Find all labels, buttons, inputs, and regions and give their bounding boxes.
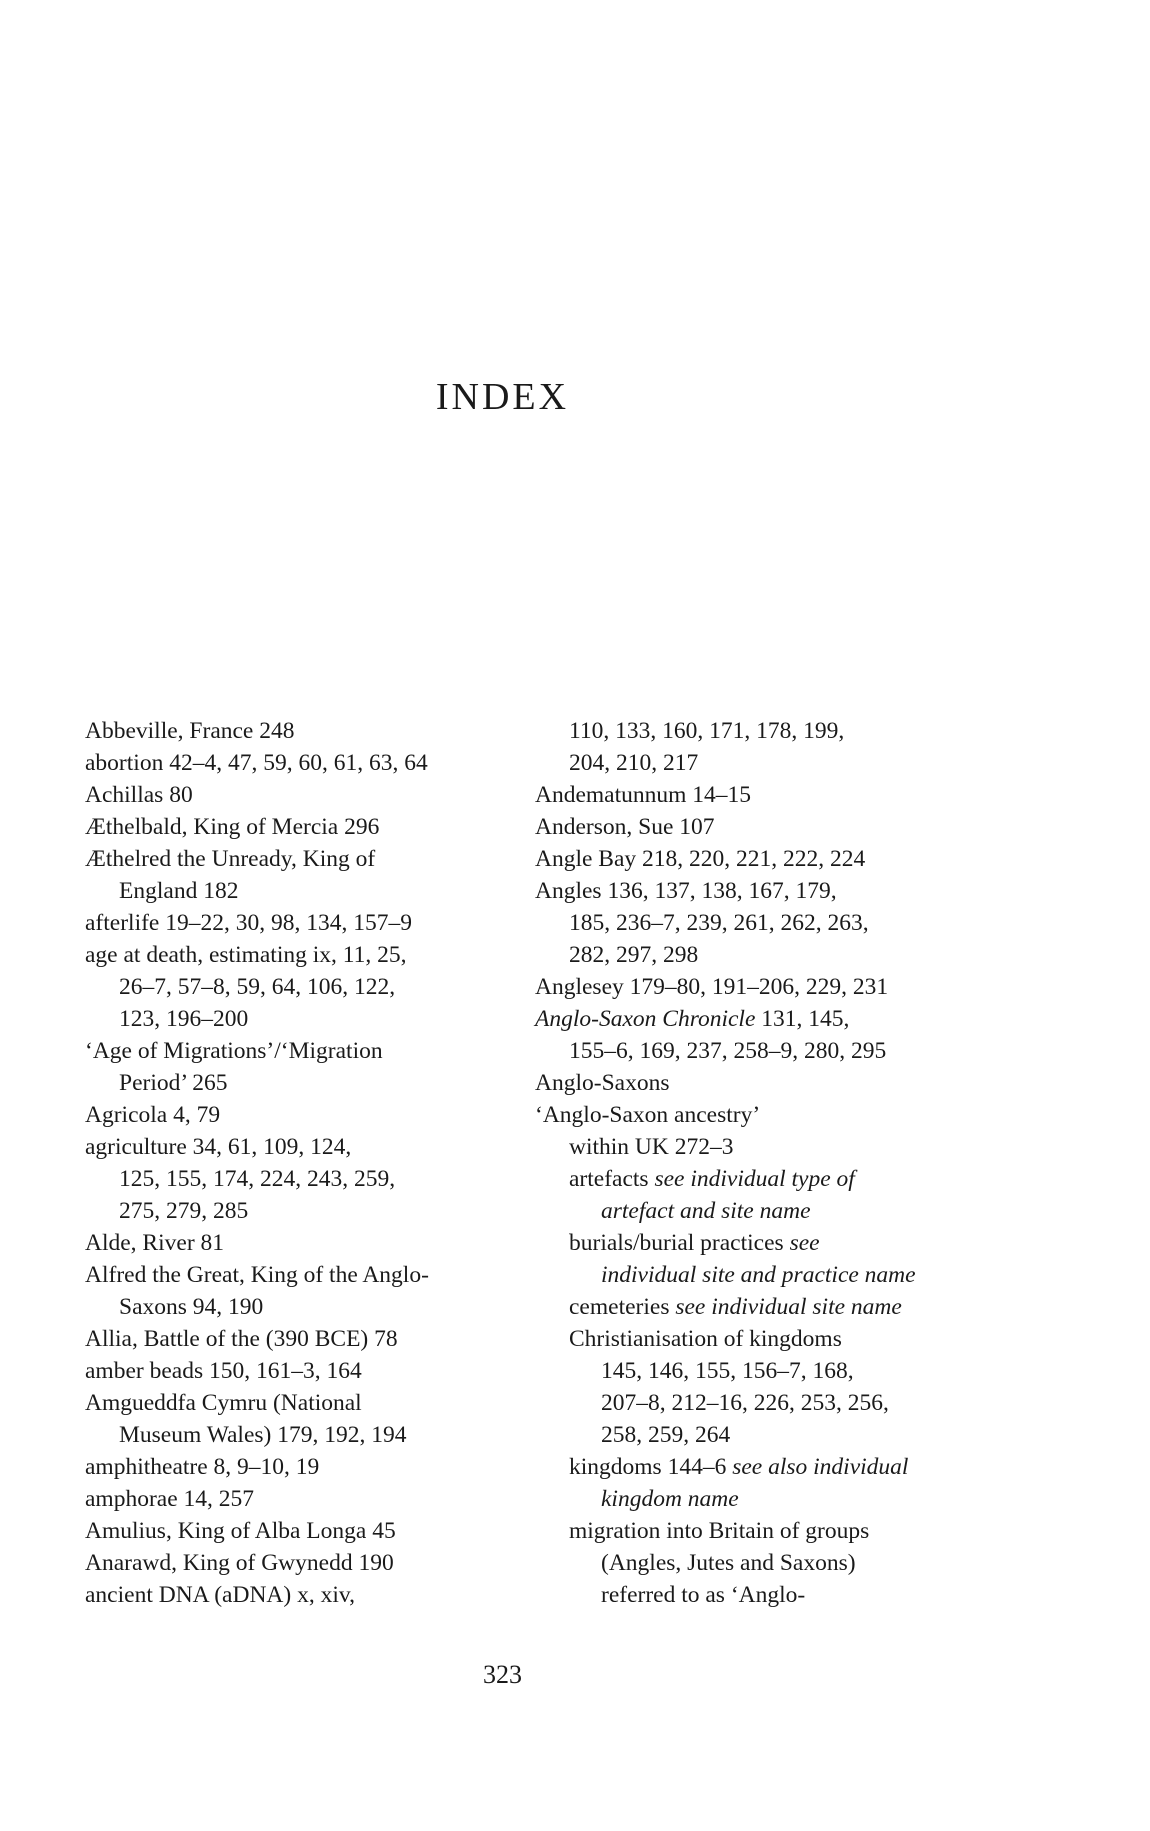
index-entry-text: artefact and site name (601, 1198, 811, 1224)
index-entry (535, 1227, 965, 1259)
index-entry (535, 747, 965, 779)
index-entry-text: afterlife 19–22, 30, 98, 134, 157–9 (85, 910, 412, 936)
index-entry-text: (Angles, Jutes and Saxons) (601, 1550, 856, 1576)
index-entry-text: Agricola 4, 79 (85, 1102, 221, 1128)
index-entry (85, 907, 505, 939)
index-entry (535, 1515, 965, 1547)
index-entry-text: referred to as ‘Anglo- (601, 1582, 806, 1608)
index-entry (85, 1451, 505, 1483)
index-entry (85, 1419, 505, 1451)
index-column-right (535, 715, 965, 1611)
index-entry (535, 1579, 965, 1611)
index-entry (535, 971, 965, 1003)
index-entry-text: 207–8, 212–16, 226, 253, 256, (601, 1390, 889, 1416)
index-entry-text: 110, 133, 160, 171, 178, 199, (569, 718, 845, 744)
index-entry (85, 811, 505, 843)
index-entry (535, 1163, 965, 1195)
index-entry (85, 747, 505, 779)
index-entry-text: 258, 259, 264 (601, 1422, 731, 1448)
index-entry (85, 1163, 505, 1195)
index-entry-text: kingdoms 144–6 (569, 1454, 733, 1480)
index-entry-text: Christianisation of kingdoms (569, 1326, 842, 1352)
index-entry (85, 1259, 505, 1291)
index-entry (535, 939, 965, 971)
index-entry (535, 1067, 965, 1099)
index-entry (535, 1291, 965, 1323)
index-entry (85, 1195, 505, 1227)
index-entry-text: artefacts (569, 1166, 655, 1192)
index-entry-text: age at death, estimating ix, 11, 25, (85, 942, 407, 968)
index-entry (535, 907, 965, 939)
index-entry (85, 1547, 505, 1579)
index-entry (85, 1067, 505, 1099)
index-entry-text: 155–6, 169, 237, 258–9, 280, 295 (569, 1038, 887, 1064)
index-entry (85, 1099, 505, 1131)
index-entry-text: abortion 42–4, 47, 59, 60, 61, 63, 64 (85, 750, 428, 776)
index-entry-suffix: see individual type of (654, 1166, 855, 1192)
index-entry (535, 1195, 965, 1227)
index-entry-text: Anglo-Saxon Chronicle (535, 1006, 756, 1032)
index-entry (535, 1003, 965, 1035)
index-entry-text: Anderson, Sue 107 (535, 814, 715, 840)
index-entry-suffix: see (789, 1230, 820, 1256)
index-entry (535, 1131, 965, 1163)
index-entry (85, 843, 505, 875)
index-entry (535, 715, 965, 747)
index-entry-text: ‘Age of Migrations’/‘Migration (85, 1038, 383, 1064)
page-number: 323 (483, 1660, 522, 1689)
index-entry-text: Amgueddfa Cymru (National (85, 1390, 362, 1416)
index-entry-text: ancient DNA (aDNA) x, xiv, (85, 1582, 355, 1608)
index-column-left (85, 715, 505, 1611)
index-entry-text: Period’ 265 (119, 1070, 228, 1096)
index-entry-text: Anglo-Saxons (535, 1070, 670, 1096)
index-entry (535, 1323, 965, 1355)
index-entry (85, 1515, 505, 1547)
index-entry-suffix: 131, 145, (755, 1006, 850, 1032)
index-entry-text: Æthelbald, King of Mercia 296 (85, 814, 380, 840)
index-entry-text: amphitheatre 8, 9–10, 19 (85, 1454, 320, 1480)
index-entry-text: Allia, Battle of the (390 BCE) 78 (85, 1326, 398, 1352)
index-entry (535, 1035, 965, 1067)
index-entry-text: 26–7, 57–8, 59, 64, 106, 122, (119, 974, 396, 1000)
index-entry-text: Abbeville, France 248 (85, 718, 295, 744)
index-entry (535, 811, 965, 843)
index-entry (535, 1547, 965, 1579)
index-entry-text: within UK 272–3 (569, 1134, 734, 1160)
index-entry-text: Angles 136, 137, 138, 167, 179, (535, 878, 837, 904)
index-entry (535, 875, 965, 907)
index-entry-text: Andematunnum 14–15 (535, 782, 752, 808)
index-entry-text: 185, 236–7, 239, 261, 262, 263, (569, 910, 869, 936)
index-entry (85, 1131, 505, 1163)
index-entry-text: individual site and practice name (601, 1262, 916, 1288)
index-entry-text: 275, 279, 285 (119, 1198, 249, 1224)
index-entry-text: 125, 155, 174, 224, 243, 259, (119, 1166, 396, 1192)
index-entry-text: 204, 210, 217 (569, 750, 699, 776)
index-entry-text: 282, 297, 298 (569, 942, 699, 968)
index-entry-text: Alfred the Great, King of the Anglo- (85, 1262, 429, 1288)
index-entry (535, 1483, 965, 1515)
index-entry-text: amphorae 14, 257 (85, 1486, 255, 1512)
index-entry-text: 123, 196–200 (119, 1006, 249, 1032)
index-entry-text: kingdom name (601, 1486, 739, 1512)
index-entry-text: migration into Britain of groups (569, 1518, 870, 1544)
index-entry-text: Amulius, King of Alba Longa 45 (85, 1518, 396, 1544)
index-entry (535, 1259, 965, 1291)
index-entry-text: England 182 (119, 878, 239, 904)
index-entry-text: Museum Wales) 179, 192, 194 (119, 1422, 407, 1448)
index-entry (535, 1419, 965, 1451)
index-entry (85, 971, 505, 1003)
index-entry-text: ‘Anglo-Saxon ancestry’ (535, 1102, 761, 1128)
index-entry (85, 1355, 505, 1387)
index-entry-text: amber beads 150, 161–3, 164 (85, 1358, 362, 1384)
index-entry-text: cemeteries (569, 1294, 676, 1320)
index-entry (535, 1099, 965, 1131)
page-title: INDEX (435, 376, 570, 418)
index-entry (535, 1387, 965, 1419)
index-entry (85, 1291, 505, 1323)
index-entry-text: Anarawd, King of Gwynedd 190 (85, 1550, 394, 1576)
index-entry (85, 1003, 505, 1035)
index-entry-text: burials/burial practices (569, 1230, 790, 1256)
index-entry (85, 1227, 505, 1259)
index-entry-text: Saxons 94, 190 (119, 1294, 264, 1320)
index-entry-text: Achillas 80 (85, 782, 193, 808)
index-entry-text: Anglesey 179–80, 191–206, 229, 231 (535, 974, 889, 1000)
index-entry-suffix: see also individual (732, 1454, 909, 1480)
index-entry-text: 145, 146, 155, 156–7, 168, (601, 1358, 854, 1384)
index-entry (85, 1579, 505, 1611)
index-entry (85, 1035, 505, 1067)
index-entry-suffix: see individual site name (675, 1294, 902, 1320)
index-entry (85, 1483, 505, 1515)
index-entry (85, 875, 505, 907)
index-entry (535, 1355, 965, 1387)
index-entry (535, 843, 965, 875)
index-entry-text: Angle Bay 218, 220, 221, 222, 224 (535, 846, 866, 872)
index-entry (535, 1451, 965, 1483)
index-entry (85, 1323, 505, 1355)
index-entry (85, 779, 505, 811)
index-entry (535, 779, 965, 811)
index-entry (85, 939, 505, 971)
index-entry-text: Æthelred the Unready, King of (85, 846, 376, 872)
index-entry (85, 715, 505, 747)
index-entry-text: agriculture 34, 61, 109, 124, (85, 1134, 352, 1160)
index-entry (85, 1387, 505, 1419)
index-entry-text: Alde, River 81 (85, 1230, 225, 1256)
